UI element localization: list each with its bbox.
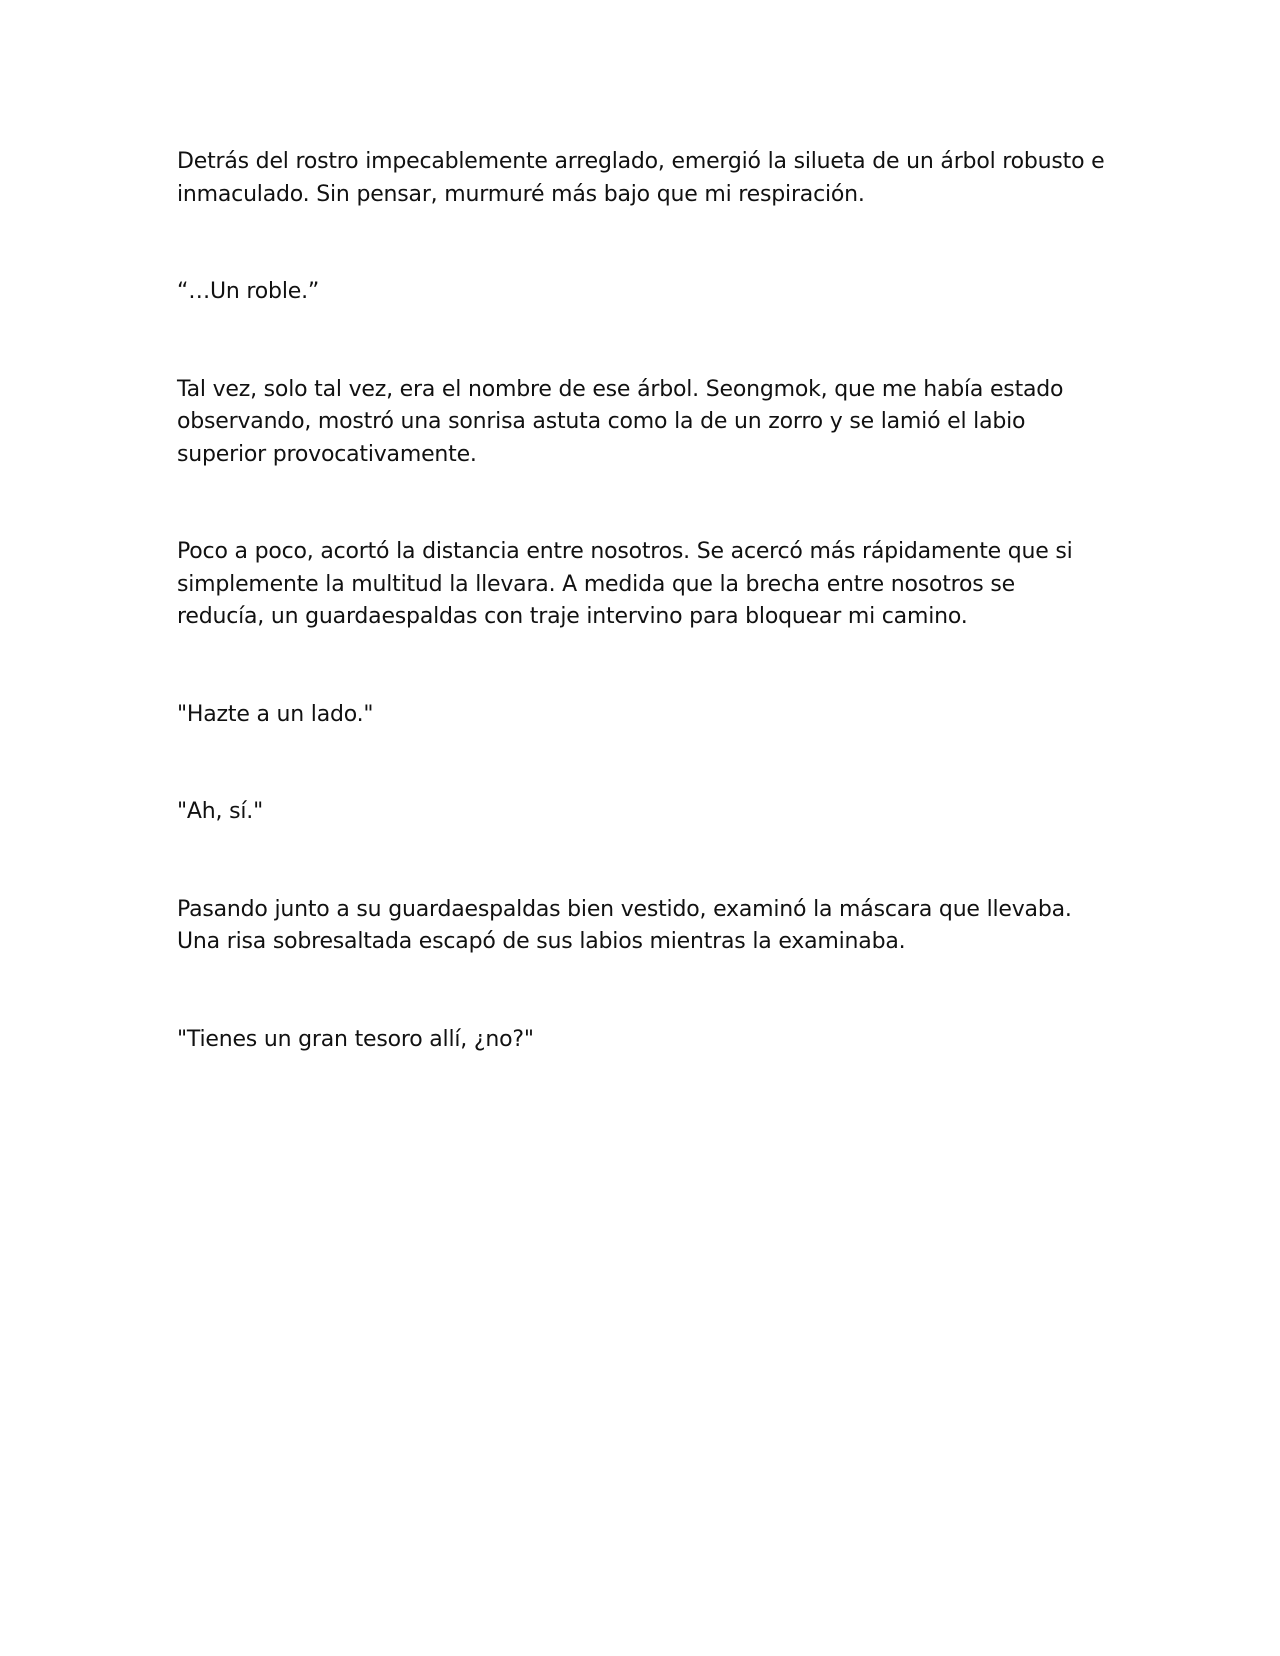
document-body: [177, 146, 1107, 1056]
paragraph: "Tienes un gran tesoro allí, ¿no?": [177, 1026, 534, 1052]
paragraph: "Hazte a un lado.": [177, 701, 374, 727]
paragraph: Tal vez, solo tal vez, era el nombre de ese árbol. Seongmok, que me había estado observando, mostró una sonrisa astuta como la de un zorro y se lamió el labio superior provocativamente.: [177, 376, 1064, 467]
paragraph: “…Un roble.”: [177, 279, 320, 304]
paragraph: Poco a poco, acortó la distancia entre nosotros. Se acercó más rápidamente que si simplemente la multitud la llevara. A medida que la brecha entre nosotros se reducía, un guardaespaldas con traje intervino para bloquear mi camino.: [177, 539, 1073, 629]
paragraph: Detrás del rostro impecablemente arreglado, emergió la silueta de un árbol robusto e inmaculado. Sin pensar, murmuré más bajo que mi respiración.: [177, 149, 1105, 207]
paragraph: Pasando junto a su guardaespaldas bien vestido, examinó la máscara que llevaba. Una risa sobresaltada escapó de sus labios mientras la examinaba.: [177, 896, 1072, 954]
paragraph: "Ah, sí.": [177, 799, 263, 824]
